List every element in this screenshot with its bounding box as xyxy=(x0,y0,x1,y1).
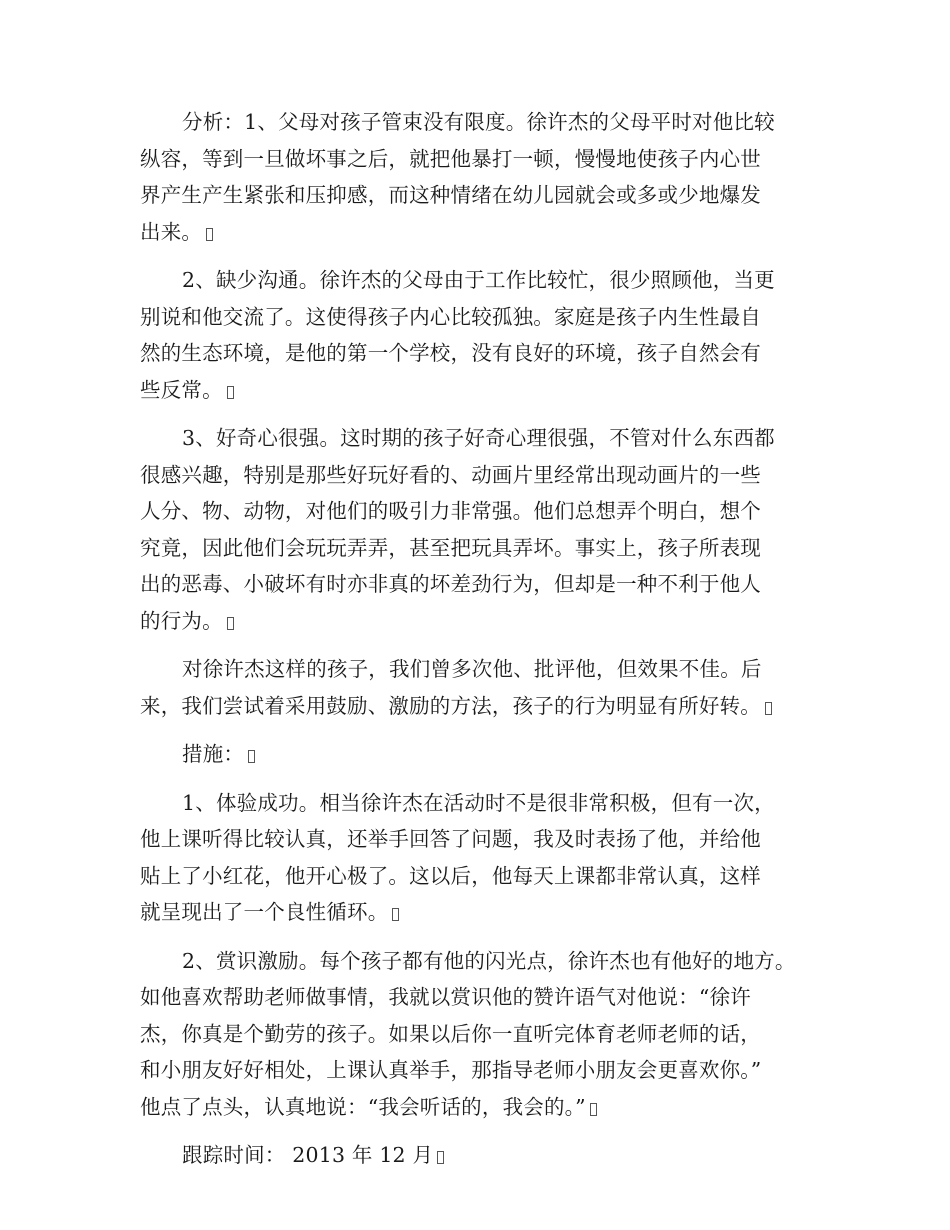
paragraph-measures-heading xyxy=(140,736,820,773)
paragraph-measure-1 xyxy=(140,785,820,931)
paragraph-analysis-3 xyxy=(140,420,820,639)
paragraph-mark-icon xyxy=(392,908,399,921)
paragraph-summary xyxy=(140,651,820,724)
paragraph-text: 跟踪时间： 2013 年 12 月 xyxy=(182,1143,434,1167)
paragraph-analysis-1 xyxy=(140,104,820,250)
paragraph-text: 2、赏识激励。每个孩子都有他的闪光点，徐许杰也有他好的地方。 如他喜欢帮助老师做事情，我就以赏识他的赞许语气对他说：“徐许 杰，你真是个勤劳的孩子。如果以后你一直听完体育老师老师的话， 和小朋友好好相处，上课认真举手，那指导老师小朋友会更喜欢你。” 他点了点头，认真地说：“我会听话的，我会的。” xyxy=(140,948,796,1119)
paragraph-measure-2 xyxy=(140,943,820,1126)
paragraph-analysis-2 xyxy=(140,262,820,408)
paragraph-mark-icon xyxy=(206,228,213,241)
paragraph-text: 3、好奇心很强。这时期的孩子好奇心理很强，不管对什么东西都 很感兴趣，特别是那些好玩好看的、动画片里经常出现动画片的一些 人分、物、动物，对他们的吸引力非常强。他们总想弄个明白，想个 究竟，因此他们会玩玩弄弄，甚至把玩具弄坏。事实上，孩子所表现 出的恶毒、小破坏有时亦非真的坏差劲行为，但却是一种不利于他人 的行为。 xyxy=(140,426,775,633)
paragraph-mark-icon xyxy=(765,702,772,715)
paragraph-text: 2、缺少沟通。徐许杰的父母由于工作比较忙，很少照顾他，当更 别说和他交流了。这使得孩子内心比较孤独。家庭是孩子内生性最自 然的生态环境，是他的第一个学校，没有良好的环境，孩子自然会有 些反常。 xyxy=(140,268,775,402)
paragraph-mark-icon xyxy=(227,617,234,630)
paragraph-text: 对徐许杰这样的孩子，我们曾多次他、批评他，但效果不佳。后 来，我们尝试着采用鼓励、激励的方法，孩子的行为明显有所好转。 xyxy=(140,657,762,718)
paragraph-text: 分析：1、父母对孩子管束没有限度。徐许杰的父母平时对他比较 纵容，等到一旦做坏事之后，就把他暴打一顿，慢慢地使孩子内心世 界产生产生紧张和压抑感，而这种情绪在幼儿园就会或多或少地爆发 出来。 xyxy=(140,110,775,244)
paragraph-tracking-time xyxy=(140,1137,820,1174)
paragraph-mark-icon xyxy=(248,750,255,763)
paragraph-mark-icon xyxy=(227,386,234,399)
paragraph-text: 措施： xyxy=(182,742,245,766)
document-body xyxy=(140,104,820,1186)
paragraph-text: 1、体验成功。相当徐许杰在活动时不是很非常积极，但有一次， 他上课听得比较认真，还举手回答了问题，我及时表扬了他，并给他 贴上了小红花，他开心极了。这以后，他每天上课都非常认真，这样 就呈现出了一个良性循环。 xyxy=(140,790,775,924)
paragraph-mark-icon xyxy=(590,1103,597,1116)
paragraph-mark-icon xyxy=(437,1151,444,1164)
